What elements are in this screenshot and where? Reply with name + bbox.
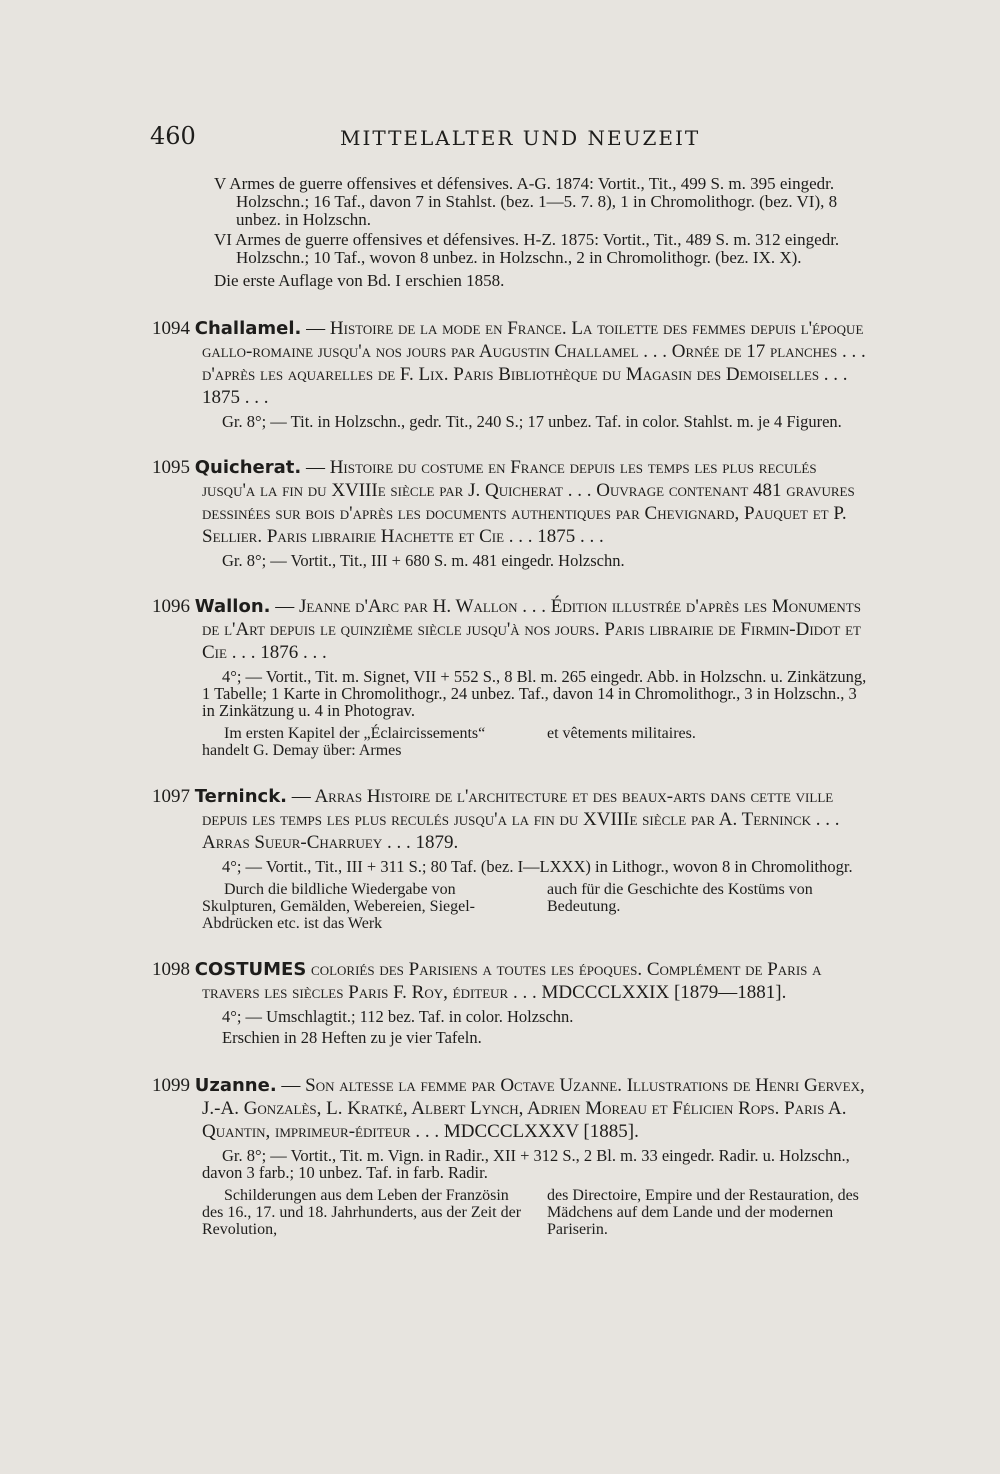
catalog-entry xyxy=(152,958,872,1048)
annotation-right: et vêtements militaires. xyxy=(547,725,696,742)
annotation-right: auch für die Geschichte des Kostüms von Bedeutung. xyxy=(547,881,813,915)
page-content xyxy=(152,175,872,1238)
edition-note: Die erste Auflage von Bd. I erschien 1858. xyxy=(214,271,505,290)
entry-number: 1094 xyxy=(152,318,190,339)
catalog-entry xyxy=(152,785,872,932)
annotation-right: des Directoire, Empire und der Restauration, des Mädchens auf dem Lande und der modernen Pariserin. xyxy=(547,1187,859,1238)
entry-title: — Jeanne d'Arc par H. Wallon . . . Édition illustrée d'après les Monuments de l'Art depuis le quinzième siècle jusqu'à nos jours. Paris librairie de Firmin-Didot et Cie . . . 1876 . . . xyxy=(202,596,862,663)
entry-number: 1096 xyxy=(152,596,190,617)
catalog-entry xyxy=(152,595,872,759)
entry-collation: Gr. 8°; — Vortit., Tit., III + 680 S. m. 481 eingedr. Holzschn. xyxy=(222,551,625,570)
entry-number: 1097 xyxy=(152,786,190,807)
entry-title: — Son altesse la femme par Octave Uzanne. Illustrations de Henri Gervex, J.-A. Gonzalès, L. Kratké, Albert Lynch, Adrien Moreau et Félicien Rops. Paris A. Quantin, imprimeur-éditeur . . . MDCCCLXXXV [1885]. xyxy=(202,1075,865,1142)
catalog-entry xyxy=(152,1074,872,1238)
entry-title: — Histoire du costume en France depuis les temps les plus reculés jusqu'a la fin du XVIIIe siècle par J. Quicherat . . . Ouvrage contenant 481 gravures dessinées sur bois d'après les documents authentiques par Chevignard, Pauquet et P. Sellier. Paris librairie Hachette et Cie . . . 1875 . . . xyxy=(202,457,855,547)
entry-heading xyxy=(152,958,872,1004)
entry-note: Erschien in 28 Heften zu je vier Tafeln. xyxy=(222,1028,482,1047)
entry-author: Uzanne. xyxy=(194,1075,277,1096)
entry-annotation xyxy=(202,881,872,932)
entry-heading xyxy=(152,785,872,854)
page-number: 460 xyxy=(150,122,196,150)
volume-label: VI xyxy=(214,230,232,249)
entry-heading xyxy=(152,1074,872,1143)
volume-line xyxy=(214,175,872,229)
entry-heading xyxy=(152,456,872,548)
entry-author: Challamel. xyxy=(194,318,302,339)
running-title: MITTELALTER UND NEUZEIT xyxy=(340,126,701,150)
entry-number: 1099 xyxy=(152,1075,190,1096)
entry-collation: 4°; — Vortit., Tit., III + 311 S.; 80 Taf. (bez. I—LXXX) in Lithogr., wovon 8 in Chromolithogr. xyxy=(222,857,853,876)
entry-author: Wallon. xyxy=(194,596,271,617)
annotation-left: Schilderungen aus dem Leben der Französin des 16., 17. und 18. Jahrhunderts, aus der Zeit der Revolution, xyxy=(202,1187,522,1238)
entry-author: Terninck. xyxy=(194,786,287,807)
entry-annotation xyxy=(202,725,872,759)
entry-author: Quicherat. xyxy=(194,457,302,478)
entry-title: — Arras Histoire de l'architecture et des beaux-arts dans cette ville depuis les temps les plus reculés jusqu'a la fin du XVIIIe siècle par A. Terninck . . . Arras Sueur-Charruey . . . 1879. xyxy=(202,786,840,853)
entry-collation: 4°; — Vortit., Tit. m. Signet, VII + 552 S., 8 Bl. m. 265 eingedr. Abb. in Holzschn. u. Zinkätzung, 1 Tabelle; 1 Karte in Chromolithogr., 24 unbez. Taf., davon 14 in Chromolithogr., 3 in Holzschn., 3 in Zinkätzung u. 4 in Photograv. xyxy=(202,667,867,720)
catalog-entry xyxy=(152,317,872,430)
entry-title: coloriés des Parisiens a toutes les époques. Complément de Paris a travers les siècles Paris F. Roy, éditeur . . . MDCCCLXXIX [1879—1881]. xyxy=(202,959,822,1003)
volume-text: Armes de guerre offensives et défensives. H-Z. 1875: Vortit., Tit., 489 S. m. 312 eingedr. Holzschn.; 10 Taf., wovon 8 unbez. in Holzschn., 2 in Chromolithogr. (bez. IX. X). xyxy=(235,230,840,267)
entry-heading xyxy=(152,317,872,409)
entry-collation: Gr. 8°; — Tit. in Holzschn., gedr. Tit., 240 S.; 17 unbez. Taf. in color. Stahlst. m. je 4 Figuren. xyxy=(222,412,842,431)
volume-line xyxy=(214,231,872,267)
catalog-entry xyxy=(152,456,872,569)
entry-collation: Gr. 8°; — Vortit., Tit. m. Vign. in Radir., XII + 312 S., 2 Bl. m. 33 eingedr. Radir. u. Holzschn., davon 3 farb.; 10 unbez. Taf. in farb. Radir. xyxy=(202,1146,850,1182)
annotation-left: Durch die bildliche Wiedergabe von Skulpturen, Gemälden, Webereien, Siegel-Abdrücken etc. ist das Werk xyxy=(202,881,475,932)
entry-collation: 4°; — Umschlagtit.; 112 bez. Taf. in color. Holzschn. xyxy=(222,1007,574,1026)
entry-number: 1095 xyxy=(152,457,190,478)
annotation-left: Im ersten Kapitel der „Éclaircissements“ handelt G. Demay über: Armes xyxy=(202,725,486,759)
entry-list xyxy=(152,317,872,1238)
entry-annotation xyxy=(202,1187,872,1238)
volume-label: V xyxy=(214,174,226,193)
entry-number: 1098 xyxy=(152,959,190,980)
continued-entry xyxy=(214,175,872,267)
volume-text: Armes de guerre offensives et défensives. A-G. 1874: Vortit., Tit., 499 S. m. 395 eingedr. Holzschn.; 16 Taf., davon 7 in Stahlst. (bez. 1—5. 7. 8), 1 in Chromolithogr. (bez. VI), 8 unbez. in Holzschn. xyxy=(229,174,838,229)
page-header xyxy=(150,122,870,162)
entry-title: — Histoire de la mode en France. La toilette des femmes depuis l'époque gallo-romaine jusqu'a nos jours par Augustin Challamel . . . Ornée de 17 planches . . . d'après les aquarelles de F. Lix. Paris Bibliothèque du Magasin des Demoiselles . . . 1875 . . . xyxy=(202,318,866,408)
entry-author: COSTUMES xyxy=(194,959,307,980)
entry-heading xyxy=(152,595,872,664)
